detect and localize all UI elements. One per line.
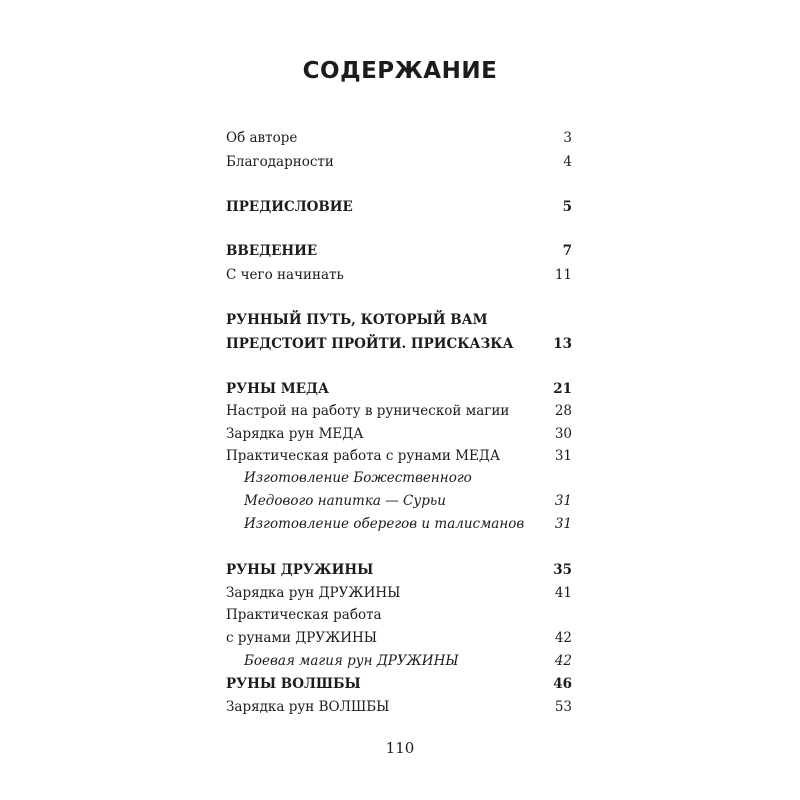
toc-entry (244, 650, 572, 672)
toc-entry-page: 4 (563, 154, 572, 170)
toc-entry-page: 21 (553, 381, 572, 397)
toc-entry-page: 35 (553, 562, 572, 578)
page-title: СОДЕРЖАНИЕ (302, 58, 498, 84)
toc-entry-page: 46 (553, 676, 572, 692)
toc-entry-label: Настрой на работу в рунической магии (226, 403, 510, 419)
toc-entry-page: 30 (554, 426, 572, 442)
toc-entry (226, 400, 572, 422)
toc-entry-label: с рунами ДРУЖИНЫ (226, 630, 378, 646)
toc-entry-page: 31 (554, 448, 572, 464)
toc-entry-label: Благодарности (226, 154, 334, 170)
toc-entry-label: Практическая работа с рунами МЕДА (226, 448, 501, 464)
toc-entry (226, 423, 572, 445)
toc-entry-label: Зарядка рун ДРУЖИНЫ (226, 585, 401, 601)
toc-entry-page: 13 (553, 336, 572, 352)
toc-entry (226, 582, 572, 604)
toc-entry (226, 378, 572, 400)
toc-entry (244, 513, 572, 535)
toc-entry (226, 333, 572, 355)
toc-entry-label: РУНЫ ДРУЖИНЫ (226, 562, 374, 578)
toc-entry-page: 42 (554, 653, 572, 669)
toc-entry (226, 559, 572, 581)
toc-entry-page: 31 (554, 493, 572, 509)
toc-entry (226, 445, 572, 467)
toc-entry-label: Боевая магия рун ДРУЖИНЫ (244, 653, 459, 669)
toc-entry-page: 31 (554, 516, 572, 532)
toc-entry-label: РУНЫ МЕДА (226, 381, 330, 397)
toc-entry-page: 7 (562, 243, 572, 259)
toc-entry (226, 127, 572, 149)
toc-entry (244, 490, 572, 512)
toc-entry-page: 11 (554, 267, 572, 283)
toc-entry-page: 3 (563, 130, 572, 146)
toc-entry-label-line1: РУННЫЙ ПУТЬ, КОТОРЫЙ ВАМ (226, 312, 488, 328)
toc-entry-label: ПРЕДСТОИТ ПРОЙТИ. ПРИСКАЗКА (226, 336, 514, 352)
toc-entry-label: ПРЕДИСЛОВИЕ (226, 199, 353, 215)
toc-entry-label-line1: Изготовление Божественного (244, 470, 472, 486)
toc-entry-label: РУНЫ ВОЛШБЫ (226, 676, 361, 692)
toc-entry-label: ВВЕДЕНИЕ (226, 243, 318, 259)
toc-entry-label: Медового напитка — Сурьи (244, 493, 446, 509)
toc-entry (226, 696, 572, 718)
toc-entry-page: 5 (562, 199, 572, 215)
toc-entry (226, 264, 572, 286)
toc-entry-page: 42 (554, 630, 572, 646)
toc-entry-label-line1: Практическая работа (226, 607, 382, 623)
toc-entry (226, 240, 572, 262)
toc-entry (226, 627, 572, 649)
toc-entry (226, 673, 572, 695)
page-number: 110 (385, 739, 415, 757)
toc-entry-label: Зарядка рун ВОЛШБЫ (226, 699, 390, 715)
toc-entry-label: С чего начинать (226, 267, 344, 283)
toc-entry-label: Зарядка рун МЕДА (226, 426, 364, 442)
toc-entry-page: 53 (554, 699, 572, 715)
toc-entry-label: Об авторе (226, 130, 298, 146)
toc-entry-page: 28 (554, 403, 572, 419)
toc-entry (226, 151, 572, 173)
toc-entry (226, 196, 572, 218)
toc-entry-label: Изготовление оберегов и талисманов (244, 516, 525, 532)
toc-entry-page: 41 (554, 585, 572, 601)
